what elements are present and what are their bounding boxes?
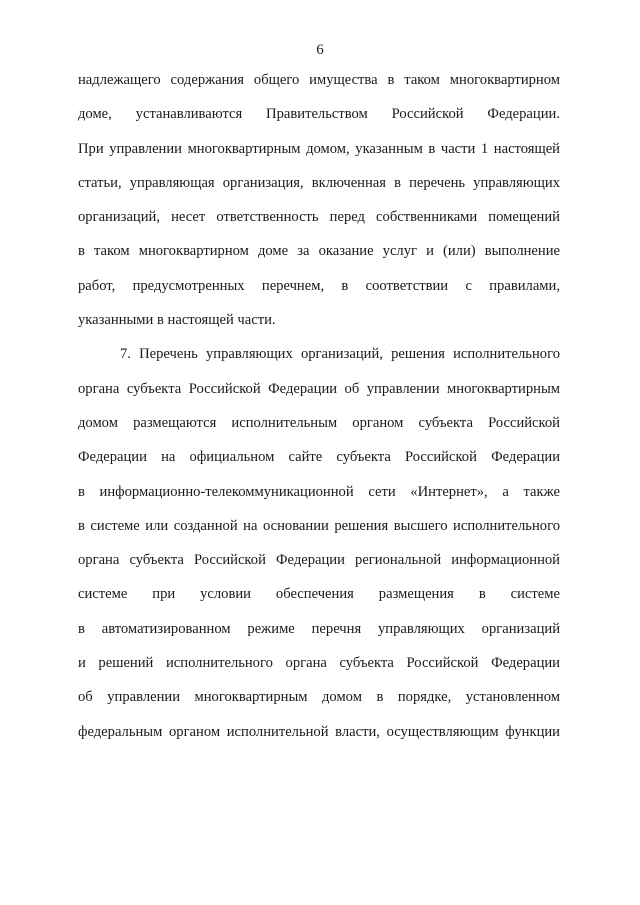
paragraph-7 (78, 344, 560, 756)
text-line: доме, устанавливаются Правительством Российской Федерации. (78, 106, 560, 123)
text-line: указанными в настоящей части. (78, 312, 276, 329)
text-line: Федерации на официальном сайте субъекта Российской Федерации (78, 449, 560, 466)
document-body (78, 70, 560, 756)
text-line: и решений исполнительного органа субъекта Российской Федерации (78, 655, 560, 672)
text-line: в системе или созданной на основании решения высшего исполнительного (78, 517, 560, 534)
text-line: в автоматизированном режиме перечня управляющих организаций (78, 620, 560, 637)
text-line: работ, предусмотренных перечнем, в соответствии с правилами, (78, 277, 560, 294)
text-line: в таком многоквартирном доме за оказание услуг и (или) выполнение (78, 243, 560, 260)
text-line: органа субъекта Российской Федерации региональной информационной (78, 552, 560, 569)
text-line: При управлении многоквартирным домом, указанным в части 1 настоящей (78, 140, 560, 157)
text-line: статьи, управляющая организация, включенная в перечень управляющих (78, 174, 560, 191)
text-line: об управлении многоквартирным домом в порядке, установленном (78, 689, 560, 706)
text-line: организаций, несет ответственность перед собственниками помещений (78, 209, 560, 226)
text-line: 7. Перечень управляющих организаций, решения исполнительного (120, 346, 560, 363)
text-line: надлежащего содержания общего имущества в таком многоквартирном (78, 72, 560, 88)
page-number: 6 (316, 42, 324, 58)
text-line: системе при условии обеспечения размещения в системе (78, 586, 560, 603)
paragraph-1 (78, 70, 560, 344)
text-line: федеральным органом исполнительной власти, осуществляющим функции (78, 723, 560, 740)
text-line: в информационно-телекоммуникационной сети «Интернет», а также (78, 483, 560, 500)
text-line: органа субъекта Российской Федерации об управлении многоквартирным (78, 380, 560, 397)
text-line: домом размещаются исполнительным органом субъекта Российской (78, 414, 560, 431)
